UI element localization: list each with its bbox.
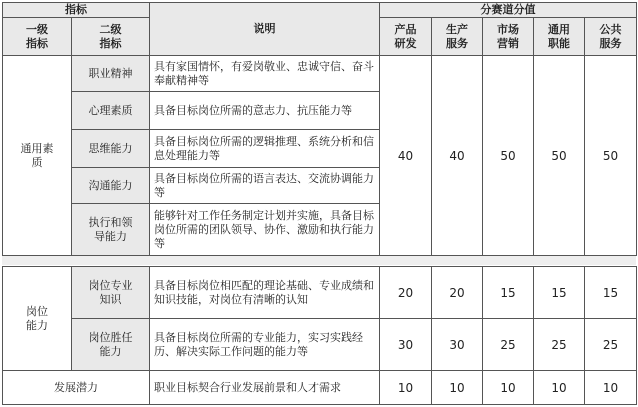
item-description: 具备目标岗位所需的意志力、抗压能力等 [150,92,380,130]
scoring-table-upper [2,2,637,256]
level1-potential: 发展潜力 [3,371,150,405]
section-divider [2,255,636,265]
level2-item: 执行和领 导能力 [72,204,150,256]
table-row [3,267,637,319]
table-row [3,56,637,92]
level1-job: 岗位 能力 [3,267,72,371]
item-description: 具有家国情怀，有爱岗敬业、忠诚守信、奋斗奉献精神等 [150,56,380,92]
score-cell: 25 [483,319,534,371]
score-cell: 15 [483,267,534,319]
track-header: 公共 服务 [585,18,637,56]
score-cell: 50 [585,56,637,256]
item-description: 具备目标岗位所需的专业能力，实习实践经历、解决实际工作问题的能力等 [150,319,380,371]
level1-general: 通用素 质 [3,56,72,256]
level2-item: 心理素质 [72,92,150,130]
item-description: 职业目标契合行业发展前景和人才需求 [150,371,380,405]
item-description: 具备目标岗位所需的语言表达、交流协调能力等 [150,168,380,204]
score-cell: 25 [585,319,637,371]
item-description: 具备目标岗位所需的逻辑推理、系统分析和信息处理能力等 [150,130,380,168]
score-cell: 30 [432,319,483,371]
track-header: 产品 研发 [380,18,432,56]
score-cell: 20 [380,267,432,319]
score-cell: 25 [534,319,585,371]
level2-item: 职业精神 [72,56,150,92]
score-cell: 40 [432,56,483,256]
score-cell: 20 [432,267,483,319]
level2-item: 沟通能力 [72,168,150,204]
score-cell: 15 [585,267,637,319]
score-group-header: 分赛道分值 [380,3,637,18]
track-header: 市场 营销 [483,18,534,56]
score-cell: 40 [380,56,432,256]
score-cell: 10 [432,371,483,405]
score-cell: 10 [483,371,534,405]
score-cell: 10 [380,371,432,405]
score-cell: 15 [534,267,585,319]
scoring-table-lower [2,266,637,405]
level1-header: 一级 指标 [3,18,72,56]
score-cell: 30 [380,319,432,371]
track-header: 通用 职能 [534,18,585,56]
table-row [3,319,637,371]
item-description: 具备目标岗位相匹配的理论基础、专业成绩和知识技能，对岗位有清晰的认知 [150,267,380,319]
score-cell: 10 [585,371,637,405]
description-header: 说明 [150,3,380,56]
indicator-header: 指标 [3,3,150,18]
level2-item: 岗位胜任 能力 [72,319,150,371]
table-row [3,371,637,405]
score-cell: 10 [534,371,585,405]
item-description: 能够针对工作任务制定计划并实施，具备目标岗位所需的团队领导、协作、激励和执行能力等 [150,204,380,256]
level2-item: 岗位专业 知识 [72,267,150,319]
level2-item: 思维能力 [72,130,150,168]
score-cell: 50 [534,56,585,256]
track-header: 生产 服务 [432,18,483,56]
score-cell: 50 [483,56,534,256]
level2-header: 二级 指标 [72,18,150,56]
